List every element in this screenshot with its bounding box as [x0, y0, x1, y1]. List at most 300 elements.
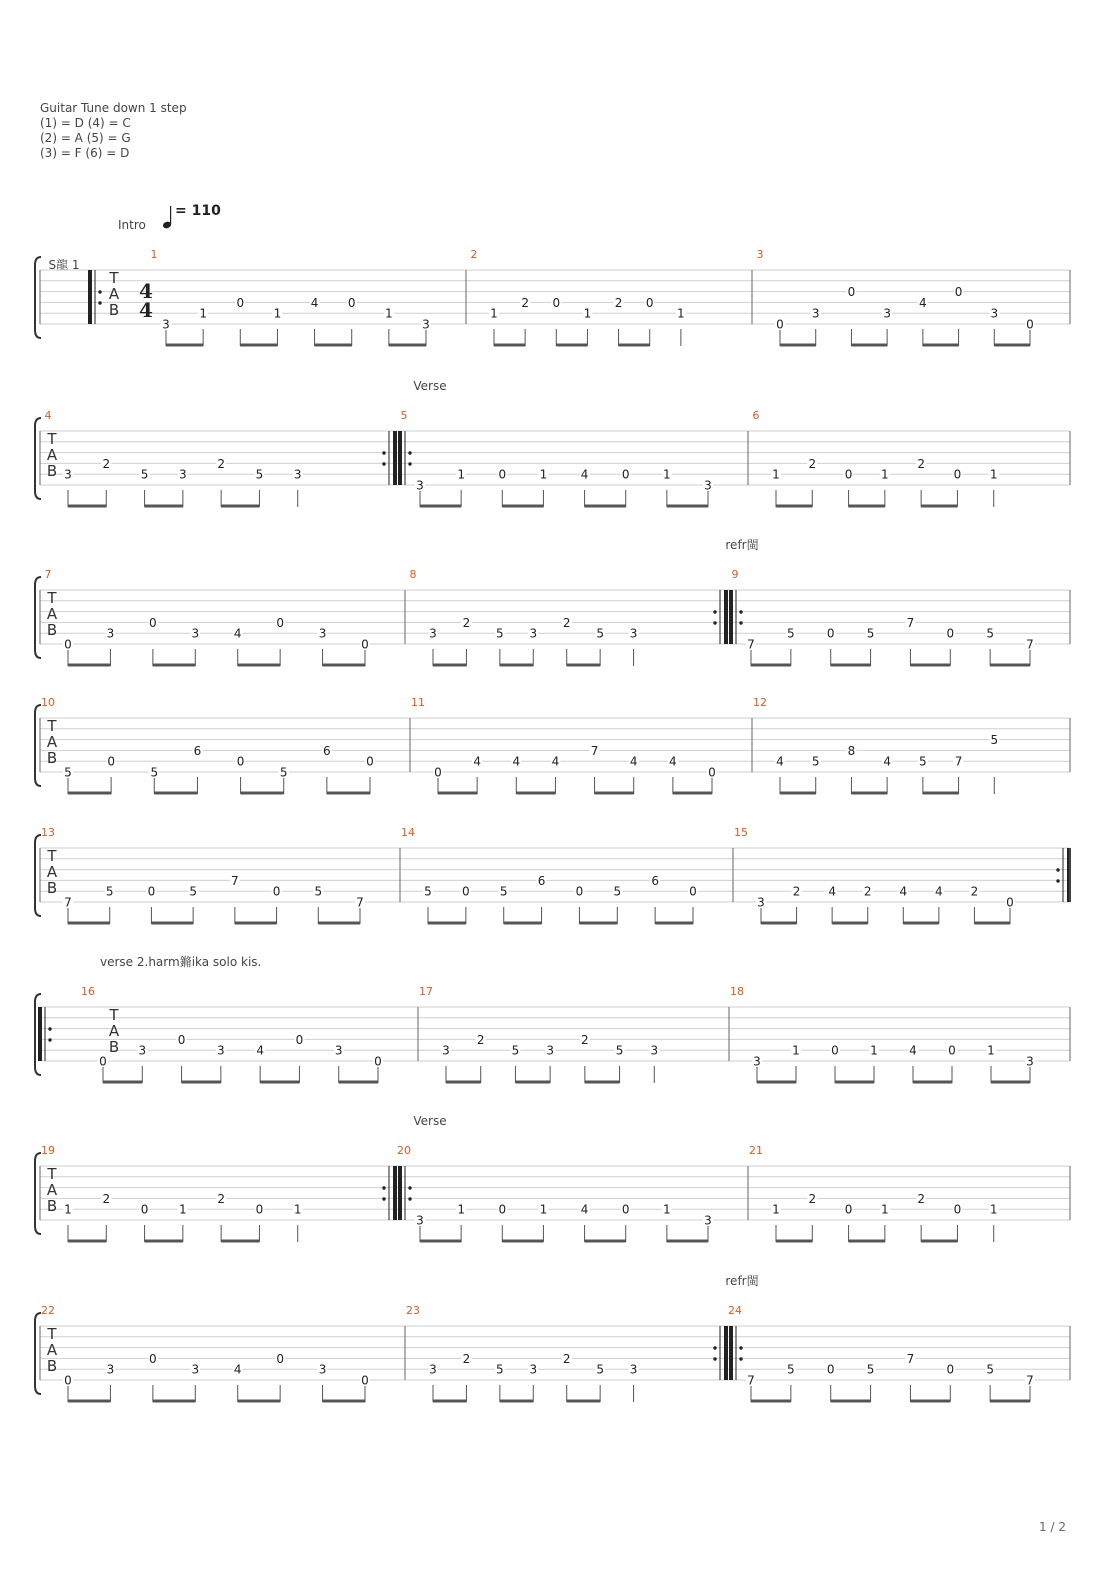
beam — [667, 1240, 708, 1243]
repeat-dot — [408, 1197, 411, 1200]
fret-number: 5 — [787, 1362, 795, 1377]
repeat-start-thick — [38, 1007, 42, 1061]
beam — [166, 344, 203, 347]
fret-number: 3 — [64, 467, 72, 482]
fret-number: 1 — [663, 467, 671, 482]
fret-number: 1 — [989, 467, 998, 482]
measure-number: 4 — [44, 409, 52, 422]
fret-number: 3 — [442, 1043, 450, 1058]
page-number: 1 / 2 — [1039, 1520, 1066, 1534]
fret-number: 2 — [562, 1351, 571, 1366]
fret-number: 3 — [429, 1362, 437, 1377]
tab-clef-letter: T — [47, 717, 57, 735]
tab-clef-letter: T — [109, 269, 119, 287]
fret-number: 0 — [776, 317, 784, 332]
fret-number: 0 — [177, 1032, 186, 1047]
beam — [221, 505, 259, 508]
section-label: Verse — [413, 1114, 447, 1128]
fret-number: 1 — [792, 1043, 800, 1058]
fret-number: 0 — [276, 615, 284, 630]
beam — [751, 664, 791, 667]
beam — [556, 344, 587, 347]
beam — [991, 1081, 1030, 1084]
beam — [240, 344, 277, 347]
beam — [420, 505, 461, 508]
measure-number: 9 — [731, 568, 739, 581]
fret-number: 0 — [844, 1202, 853, 1217]
fret-number: 4 — [909, 1043, 917, 1058]
beam — [446, 1081, 481, 1084]
fret-number: 4 — [256, 1043, 264, 1058]
fret-number: 2 — [917, 456, 925, 471]
fret-number: 2 — [521, 295, 529, 310]
fret-number: 7 — [1026, 1373, 1034, 1388]
tuning-line: (3) = F (6) = D — [40, 146, 130, 160]
fret-number: 3 — [318, 1362, 327, 1377]
section-label: verse 2.harm鏅ika solo kis. — [100, 955, 262, 969]
beam — [921, 1240, 957, 1243]
repeat-dot — [739, 1346, 742, 1349]
beam — [751, 1400, 791, 1403]
fret-number: 1 — [490, 306, 498, 321]
fret-number: 5 — [499, 884, 508, 899]
repeat-dot — [98, 301, 101, 304]
fret-number: 4 — [629, 754, 638, 769]
repeat-end-thick — [393, 431, 397, 485]
repeat-start-thick — [729, 1326, 733, 1380]
fret-number: 6 — [193, 743, 202, 758]
measure-number: 18 — [730, 985, 744, 998]
repeat-end-thick — [393, 1166, 397, 1220]
fret-number: 5 — [866, 1362, 875, 1377]
section-label: refr閩 — [725, 538, 759, 552]
fret-number: 3 — [318, 626, 327, 641]
repeat-dot — [739, 1357, 742, 1360]
fret-number: 5 — [615, 1043, 624, 1058]
fret-number: 1 — [457, 467, 465, 482]
fret-number: 0 — [366, 754, 374, 769]
fret-number: 4 — [580, 467, 589, 482]
beam — [428, 922, 466, 925]
fret-number: 5 — [811, 754, 820, 769]
fret-number: 0 — [140, 1202, 149, 1217]
fret-number: 4 — [776, 754, 784, 769]
fret-number: 0 — [575, 884, 584, 899]
fret-number: 1 — [539, 1202, 548, 1217]
fret-number: 4 — [919, 295, 927, 310]
fret-number: 1 — [583, 306, 592, 321]
fret-number: 2 — [217, 456, 225, 471]
fret-number: 0 — [826, 626, 835, 641]
fret-number: 0 — [953, 1202, 962, 1217]
fret-number: 0 — [434, 765, 442, 780]
fret-number: 7 — [590, 743, 599, 758]
fret-number: 5 — [496, 626, 504, 641]
fret-number: 2 — [808, 456, 817, 471]
fret-number: 0 — [946, 626, 955, 641]
fret-number: 5 — [613, 884, 622, 899]
fret-number: 3 — [704, 478, 712, 493]
beam — [153, 664, 195, 667]
fret-number: 0 — [276, 1351, 284, 1366]
beam — [585, 505, 626, 508]
repeat-dot — [382, 1186, 385, 1189]
fret-number: 5 — [279, 765, 288, 780]
fret-number: 3 — [162, 317, 170, 332]
fret-number: 4 — [233, 626, 242, 641]
fret-number: 7 — [906, 1351, 915, 1366]
beam — [851, 344, 887, 347]
fret-number: 4 — [883, 754, 891, 769]
beam — [757, 1081, 796, 1084]
beam — [515, 1081, 550, 1084]
fret-number: 3 — [429, 626, 437, 641]
tab-clef-letter: A — [46, 605, 58, 623]
repeat-dot — [98, 290, 101, 293]
measure-number: 17 — [419, 985, 433, 998]
repeat-dot — [408, 462, 411, 465]
fret-number: 1 — [881, 467, 889, 482]
measure-number: 12 — [753, 696, 767, 709]
fret-number: 1 — [273, 306, 282, 321]
repeat-dot — [739, 610, 742, 613]
fret-number: 5 — [424, 884, 432, 899]
measure-number: 13 — [41, 826, 55, 839]
fret-number: 3 — [757, 895, 765, 910]
fret-number: 1 — [457, 1202, 465, 1217]
tab-clef-letter: T — [47, 847, 57, 865]
fret-number: 0 — [946, 1362, 955, 1377]
beam — [849, 1240, 885, 1243]
fret-number: 3 — [422, 317, 430, 332]
fret-number: 0 — [236, 754, 245, 769]
beam — [315, 344, 352, 347]
fret-number: 2 — [102, 456, 111, 471]
tab-clef-letter: B — [46, 462, 58, 480]
fret-number: 4 — [935, 884, 943, 899]
fret-number: 0 — [645, 295, 654, 310]
measure-number: 21 — [749, 1144, 763, 1157]
fret-number: 0 — [147, 884, 156, 899]
fret-number: 1 — [293, 1202, 302, 1217]
fret-number: 1 — [179, 1202, 187, 1217]
beam — [585, 1081, 620, 1084]
beam — [238, 664, 280, 667]
fret-number: 0 — [498, 467, 507, 482]
fret-number: 3 — [416, 1213, 424, 1228]
time-signature-bottom: 4 — [139, 298, 153, 322]
fret-number: 1 — [385, 306, 393, 321]
fret-number: 4 — [310, 295, 319, 310]
fret-number: 5 — [986, 1362, 994, 1377]
fret-number: 0 — [552, 295, 561, 310]
fret-number: 3 — [811, 306, 820, 321]
tempo-marking: = 110 — [175, 203, 221, 219]
tuning-line: (2) = A (5) = G — [40, 131, 131, 145]
tab-clef-letter: A — [46, 733, 58, 751]
repeat-dot — [739, 621, 742, 624]
fret-number: 5 — [496, 1362, 504, 1377]
fret-number: 0 — [361, 1373, 369, 1388]
fret-number: 8 — [847, 743, 856, 758]
tab-clef-letter: T — [47, 1165, 57, 1183]
fret-number: 4 — [233, 1362, 242, 1377]
fret-number: 3 — [990, 306, 999, 321]
beam — [655, 922, 693, 925]
tab-clef-letter: B — [46, 879, 58, 897]
beam — [923, 344, 959, 347]
beam — [339, 1081, 378, 1084]
repeat-dot — [382, 462, 385, 465]
beam — [494, 344, 525, 347]
fret-number: 3 — [529, 626, 538, 641]
repeat-dot — [408, 451, 411, 454]
time-signature-top: 4 — [139, 279, 153, 303]
fret-number: 4 — [473, 754, 481, 769]
tab-clef-letter: B — [108, 1038, 120, 1056]
tab-clef-letter: B — [46, 1357, 58, 1375]
beam — [673, 792, 712, 795]
tab-clef-letter: A — [46, 1341, 58, 1359]
beam — [780, 792, 816, 795]
fret-number: 5 — [255, 467, 264, 482]
fret-number: 3 — [191, 626, 200, 641]
repeat-end-thick — [724, 1326, 728, 1380]
beam — [990, 1400, 1030, 1403]
beam — [619, 344, 650, 347]
fret-number: 0 — [64, 637, 72, 652]
fret-number: 1 — [989, 1202, 998, 1217]
fret-number: 3 — [191, 1362, 200, 1377]
beam — [420, 1240, 461, 1243]
beam — [994, 344, 1030, 347]
beam — [504, 922, 542, 925]
tab-clef-letter: A — [108, 285, 120, 303]
fret-number: 0 — [295, 1032, 304, 1047]
measure-number: 24 — [728, 1304, 742, 1317]
measure-number: 23 — [406, 1304, 420, 1317]
fret-number: 0 — [831, 1043, 839, 1058]
beam — [68, 1400, 110, 1403]
beam — [500, 664, 533, 667]
beam — [103, 1081, 142, 1084]
fret-number: 2 — [614, 295, 623, 310]
repeat-end-thick — [724, 590, 728, 644]
fret-number: 4 — [580, 1202, 589, 1217]
repeat-start-thick — [729, 590, 733, 644]
beam — [154, 792, 197, 795]
fret-number: 0 — [621, 467, 630, 482]
fret-number: 5 — [866, 626, 875, 641]
beam — [835, 1081, 874, 1084]
fret-number: 2 — [476, 1032, 485, 1047]
fret-number: 0 — [708, 765, 716, 780]
measure-number: 6 — [752, 409, 760, 422]
fret-number: 1 — [663, 1202, 671, 1217]
repeat-dot — [48, 1027, 51, 1030]
fret-number: 3 — [629, 626, 638, 641]
fret-number: 6 — [323, 743, 331, 758]
tab-clef-letter: B — [108, 301, 120, 319]
fret-number: 0 — [948, 1043, 956, 1058]
beam — [433, 664, 466, 667]
beam — [438, 792, 477, 795]
tab-clef-letter: B — [46, 621, 58, 639]
fret-number: 0 — [621, 1202, 630, 1217]
fret-number: 0 — [361, 637, 369, 652]
beam — [323, 1400, 365, 1403]
tab-clef-letter: T — [47, 1325, 57, 1343]
fret-number: 0 — [347, 295, 356, 310]
beam — [145, 1240, 183, 1243]
fret-number: 5 — [787, 626, 795, 641]
measure-number: 2 — [470, 248, 478, 261]
repeat-dot — [713, 1357, 716, 1360]
measure-number: 3 — [756, 248, 764, 261]
beam — [327, 792, 370, 795]
fret-number: 3 — [704, 1213, 712, 1228]
beam — [776, 505, 812, 508]
fret-number: 7 — [906, 615, 915, 630]
fret-number: 3 — [529, 1362, 538, 1377]
fret-number: 0 — [954, 285, 963, 300]
beam — [910, 1400, 950, 1403]
repeat-dot — [713, 1346, 716, 1349]
tab-clef-letter: T — [47, 430, 57, 448]
fret-number: 0 — [953, 467, 962, 482]
measure-number: 1 — [150, 248, 158, 261]
fret-number: 3 — [546, 1043, 554, 1058]
beam — [910, 664, 950, 667]
measure-number: 19 — [41, 1144, 55, 1157]
beam — [990, 664, 1030, 667]
fret-number: 2 — [217, 1191, 225, 1206]
fret-number: 5 — [511, 1043, 520, 1058]
tab-clef-letter: A — [46, 863, 58, 881]
beam — [776, 1240, 812, 1243]
repeat-dot — [408, 1186, 411, 1189]
fret-number: 2 — [581, 1032, 589, 1047]
fret-number: 1 — [881, 1202, 889, 1217]
beam — [903, 922, 939, 925]
fret-number: 5 — [596, 626, 604, 641]
beam — [667, 505, 708, 508]
beam — [238, 1400, 280, 1403]
fret-number: 0 — [374, 1054, 382, 1069]
beam — [182, 1081, 221, 1084]
beam — [913, 1081, 952, 1084]
tuning-title: Guitar Tune down 1 step — [40, 101, 187, 115]
fret-number: 7 — [747, 637, 755, 652]
beam — [579, 922, 617, 925]
fret-number: 5 — [986, 626, 994, 641]
repeat-dot — [713, 621, 716, 624]
beam — [145, 505, 183, 508]
fret-number: 7 — [954, 754, 963, 769]
fret-number: 5 — [140, 467, 149, 482]
fret-number: 4 — [828, 884, 836, 899]
fret-number: 2 — [917, 1191, 925, 1206]
fret-number: 3 — [629, 1362, 638, 1377]
fret-number: 1 — [539, 467, 548, 482]
beam — [849, 505, 885, 508]
beam — [235, 922, 277, 925]
fret-number: 0 — [462, 884, 470, 899]
repeat-dot — [1056, 868, 1059, 871]
fret-number: 0 — [498, 1202, 507, 1217]
fret-number: 5 — [990, 733, 999, 748]
measure-number: 20 — [397, 1144, 411, 1157]
repeat-dot — [382, 451, 385, 454]
fret-number: 4 — [551, 754, 560, 769]
beam — [851, 792, 887, 795]
fret-number: 0 — [149, 615, 157, 630]
tab-clef-letter: A — [108, 1022, 120, 1040]
beam — [831, 1400, 871, 1403]
fret-number: 2 — [562, 615, 571, 630]
repeat-start-thick — [398, 431, 402, 485]
beam — [585, 1240, 626, 1243]
fret-number: 0 — [272, 884, 281, 899]
fret-number: 0 — [236, 295, 245, 310]
fret-number: 3 — [1026, 1054, 1034, 1069]
beam — [500, 1400, 533, 1403]
fret-number: 2 — [970, 884, 979, 899]
beam — [153, 1400, 195, 1403]
repeat-start-thick — [88, 270, 92, 324]
beam — [68, 664, 110, 667]
repeat-dot — [382, 1197, 385, 1200]
fret-number: 0 — [1006, 895, 1014, 910]
fret-number: 3 — [293, 467, 302, 482]
tab-clef-letter: T — [47, 589, 57, 607]
fret-number: 7 — [1026, 637, 1034, 652]
beam — [151, 922, 193, 925]
fret-number: 3 — [106, 626, 115, 641]
fret-number: 3 — [179, 467, 187, 482]
fret-number: 0 — [1026, 317, 1034, 332]
repeat-dot — [1056, 879, 1059, 882]
beam — [832, 922, 868, 925]
fret-number: 4 — [899, 884, 908, 899]
fret-number: 2 — [863, 884, 872, 899]
tab-clef-letter: B — [46, 749, 58, 767]
fret-number: 0 — [844, 467, 853, 482]
fret-number: 0 — [99, 1054, 107, 1069]
fret-number: 7 — [747, 1373, 755, 1388]
measure-number: 8 — [409, 568, 417, 581]
beam — [68, 792, 111, 795]
fret-number: 5 — [64, 765, 72, 780]
fret-number: 3 — [650, 1043, 659, 1058]
fret-number: 5 — [189, 884, 197, 899]
fret-number: 7 — [64, 895, 72, 910]
repeat-dot — [713, 610, 716, 613]
measure-number: 7 — [44, 568, 52, 581]
tuning-line: (1) = D (4) = C — [40, 116, 131, 130]
fret-number: 3 — [416, 478, 424, 493]
fret-number: 3 — [138, 1043, 147, 1058]
repeat-dot — [48, 1038, 51, 1041]
fret-number: 4 — [669, 754, 677, 769]
measure-number: 16 — [81, 985, 95, 998]
fret-number: 1 — [772, 1202, 780, 1217]
beam — [389, 344, 426, 347]
beam — [974, 922, 1010, 925]
section-label: refr閩 — [725, 1274, 759, 1288]
measure-number: 15 — [734, 826, 748, 839]
beam — [68, 922, 110, 925]
